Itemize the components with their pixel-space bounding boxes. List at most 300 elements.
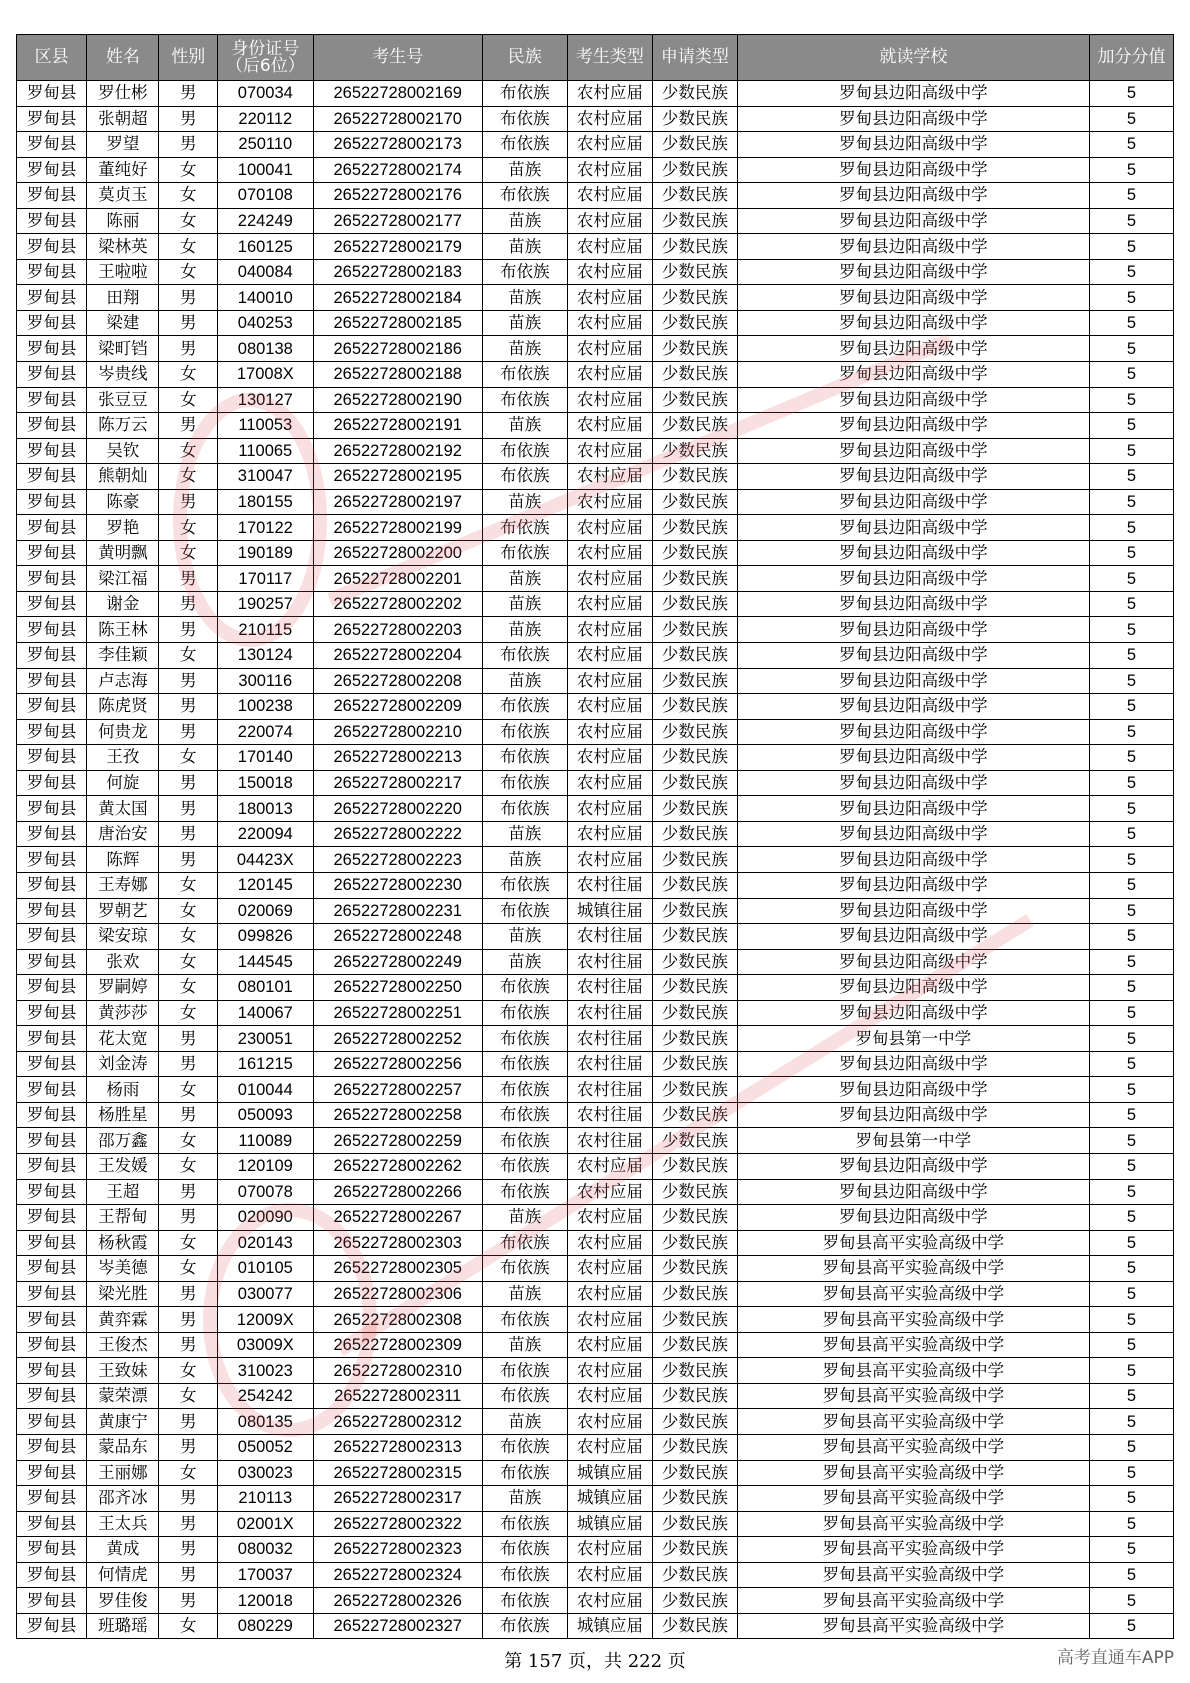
cell-candidate-type: 农村应届 (567, 591, 652, 617)
cell-bonus: 5 (1089, 1307, 1173, 1333)
cell-application-type: 少数民族 (652, 464, 737, 490)
cell-candidate-type: 农村应届 (567, 1409, 652, 1435)
cell-exam-no: 26522728002248 (313, 924, 482, 950)
cell-application-type: 少数民族 (652, 540, 737, 566)
cell-ethnicity: 苗族 (482, 821, 567, 847)
cell-application-type: 少数民族 (652, 1613, 737, 1639)
cell-id-last6: 030077 (217, 1281, 313, 1307)
cell-exam-no: 26522728002203 (313, 617, 482, 643)
cell-application-type: 少数民族 (652, 1358, 737, 1384)
cell-school: 罗甸县高平实验高级中学 (737, 1613, 1089, 1639)
cell-candidate-type: 农村应届 (567, 566, 652, 592)
cell-name: 王丽娜 (87, 1460, 159, 1486)
cell-bonus: 5 (1089, 1051, 1173, 1077)
cell-candidate-type: 农村应届 (567, 1307, 652, 1333)
cell-bonus: 5 (1089, 362, 1173, 388)
cell-id-last6: 020090 (217, 1205, 313, 1231)
cell-application-type: 少数民族 (652, 208, 737, 234)
cell-school: 罗甸县边阳高级中学 (737, 464, 1089, 490)
col-header-exam-no: 考生号 (313, 35, 482, 81)
cell-name: 何旋 (87, 770, 159, 796)
table-row (17, 1077, 1174, 1103)
cell-school: 罗甸县边阳高级中学 (737, 668, 1089, 694)
cell-bonus: 5 (1089, 1179, 1173, 1205)
cell-ethnicity: 布依族 (482, 464, 567, 490)
cell-id-last6: 250110 (217, 132, 313, 158)
cell-id-last6: 02001X (217, 1511, 313, 1537)
cell-county: 罗甸县 (17, 157, 87, 183)
cell-id-last6: 210113 (217, 1486, 313, 1512)
cell-gender: 男 (159, 1332, 217, 1358)
cell-county: 罗甸县 (17, 234, 87, 260)
cell-gender: 男 (159, 1434, 217, 1460)
cell-application-type: 少数民族 (652, 566, 737, 592)
cell-ethnicity: 苗族 (482, 1332, 567, 1358)
cell-school: 罗甸县边阳高级中学 (737, 591, 1089, 617)
cell-id-last6: 040084 (217, 259, 313, 285)
cell-id-last6: 310023 (217, 1358, 313, 1384)
cell-application-type: 少数民族 (652, 745, 737, 771)
cell-id-last6: 224249 (217, 208, 313, 234)
cell-bonus: 5 (1089, 1409, 1173, 1435)
cell-ethnicity: 布依族 (482, 1102, 567, 1128)
cell-exam-no: 26522728002315 (313, 1460, 482, 1486)
cell-name: 陈丽 (87, 208, 159, 234)
cell-bonus: 5 (1089, 208, 1173, 234)
col-header-id-line2: （后6位） (225, 55, 305, 76)
cell-id-last6: 070034 (217, 81, 313, 107)
cell-exam-no: 26522728002185 (313, 310, 482, 336)
cell-county: 罗甸县 (17, 1562, 87, 1588)
cell-application-type: 少数民族 (652, 413, 737, 439)
cell-ethnicity: 布依族 (482, 1307, 567, 1333)
cell-gender: 女 (159, 643, 217, 669)
cell-ethnicity: 苗族 (482, 310, 567, 336)
cell-candidate-type: 农村往届 (567, 1077, 652, 1103)
col-header-name: 姓名 (87, 35, 159, 81)
cell-exam-no: 26522728002309 (313, 1332, 482, 1358)
cell-gender: 男 (159, 1051, 217, 1077)
cell-exam-no: 26522728002213 (313, 745, 482, 771)
cell-application-type: 少数民族 (652, 847, 737, 873)
cell-id-last6: 099826 (217, 924, 313, 950)
cell-ethnicity: 布依族 (482, 515, 567, 541)
cell-county: 罗甸县 (17, 1077, 87, 1103)
cell-gender: 女 (159, 898, 217, 924)
cell-id-last6: 030023 (217, 1460, 313, 1486)
cell-id-last6: 050093 (217, 1102, 313, 1128)
cell-school: 罗甸县边阳高级中学 (737, 719, 1089, 745)
cell-gender: 男 (159, 591, 217, 617)
cell-name: 谢金 (87, 591, 159, 617)
cell-gender: 男 (159, 1281, 217, 1307)
cell-gender: 女 (159, 975, 217, 1001)
cell-name: 王帮甸 (87, 1205, 159, 1231)
cell-school: 罗甸县边阳高级中学 (737, 1153, 1089, 1179)
cell-ethnicity: 苗族 (482, 234, 567, 260)
cell-ethnicity: 苗族 (482, 847, 567, 873)
cell-exam-no: 26522728002176 (313, 183, 482, 209)
cell-county: 罗甸县 (17, 1486, 87, 1512)
cell-county: 罗甸县 (17, 1205, 87, 1231)
cell-candidate-type: 农村应届 (567, 745, 652, 771)
cell-id-last6: 190257 (217, 591, 313, 617)
cell-ethnicity: 布依族 (482, 1537, 567, 1563)
cell-exam-no: 26522728002305 (313, 1256, 482, 1282)
cell-exam-no: 26522728002266 (313, 1179, 482, 1205)
cell-gender: 女 (159, 924, 217, 950)
cell-bonus: 5 (1089, 821, 1173, 847)
cell-application-type: 少数民族 (652, 234, 737, 260)
cell-bonus: 5 (1089, 745, 1173, 771)
cell-id-last6: 100041 (217, 157, 313, 183)
cell-gender: 女 (159, 872, 217, 898)
cell-name: 罗望 (87, 132, 159, 158)
cell-school: 罗甸县高平实验高级中学 (737, 1281, 1089, 1307)
cell-ethnicity: 布依族 (482, 694, 567, 720)
cell-candidate-type: 农村应届 (567, 81, 652, 107)
cell-application-type: 少数民族 (652, 259, 737, 285)
cell-county: 罗甸县 (17, 1026, 87, 1052)
cell-candidate-type: 城镇应届 (567, 1460, 652, 1486)
table-row (17, 1153, 1174, 1179)
cell-candidate-type: 农村往届 (567, 1051, 652, 1077)
cell-gender: 女 (159, 1613, 217, 1639)
cell-application-type: 少数民族 (652, 668, 737, 694)
cell-school: 罗甸县边阳高级中学 (737, 387, 1089, 413)
cell-exam-no: 26522728002257 (313, 1077, 482, 1103)
table-row (17, 1179, 1174, 1205)
cell-id-last6: 080032 (217, 1537, 313, 1563)
cell-bonus: 5 (1089, 1537, 1173, 1563)
cell-gender: 男 (159, 81, 217, 107)
cell-name: 何情虎 (87, 1562, 159, 1588)
cell-bonus: 5 (1089, 106, 1173, 132)
cell-id-last6: 130124 (217, 643, 313, 669)
cell-id-last6: 130127 (217, 387, 313, 413)
cell-ethnicity: 苗族 (482, 1409, 567, 1435)
cell-name: 罗朝艺 (87, 898, 159, 924)
cell-gender: 男 (159, 1588, 217, 1614)
cell-school: 罗甸县第一中学 (737, 1026, 1089, 1052)
cell-candidate-type: 农村应届 (567, 1562, 652, 1588)
cell-county: 罗甸县 (17, 1358, 87, 1384)
cell-candidate-type: 城镇往届 (567, 898, 652, 924)
cell-name: 黄明飘 (87, 540, 159, 566)
cell-application-type: 少数民族 (652, 387, 737, 413)
cell-county: 罗甸县 (17, 591, 87, 617)
cell-school: 罗甸县边阳高级中学 (737, 1000, 1089, 1026)
cell-candidate-type: 农村应届 (567, 719, 652, 745)
cell-school: 罗甸县边阳高级中学 (737, 336, 1089, 362)
cell-gender: 男 (159, 694, 217, 720)
cell-bonus: 5 (1089, 643, 1173, 669)
cell-gender: 男 (159, 1409, 217, 1435)
cell-candidate-type: 农村应届 (567, 362, 652, 388)
cell-candidate-type: 农村应届 (567, 1332, 652, 1358)
cell-bonus: 5 (1089, 924, 1173, 950)
table-row (17, 643, 1174, 669)
cell-county: 罗甸县 (17, 1128, 87, 1154)
cell-candidate-type: 农村应届 (567, 1179, 652, 1205)
cell-candidate-type: 农村应届 (567, 1230, 652, 1256)
cell-name: 黄康宁 (87, 1409, 159, 1435)
cell-gender: 女 (159, 1077, 217, 1103)
table-row (17, 668, 1174, 694)
cell-name: 梁町铛 (87, 336, 159, 362)
cell-gender: 女 (159, 1358, 217, 1384)
table-row (17, 1613, 1174, 1639)
cell-county: 罗甸县 (17, 438, 87, 464)
cell-bonus: 5 (1089, 1486, 1173, 1512)
cell-candidate-type: 农村应届 (567, 1434, 652, 1460)
cell-name: 陈王林 (87, 617, 159, 643)
table-row (17, 1307, 1174, 1333)
cell-bonus: 5 (1089, 464, 1173, 490)
cell-school: 罗甸县边阳高级中学 (737, 924, 1089, 950)
cell-application-type: 少数民族 (652, 81, 737, 107)
cell-application-type: 少数民族 (652, 617, 737, 643)
cell-name: 王寿娜 (87, 872, 159, 898)
col-header-candidate-type: 考生类型 (567, 35, 652, 81)
cell-id-last6: 12009X (217, 1307, 313, 1333)
cell-name: 蒙品东 (87, 1434, 159, 1460)
cell-application-type: 少数民族 (652, 1102, 737, 1128)
cell-candidate-type: 农村应届 (567, 285, 652, 311)
table-row (17, 617, 1174, 643)
cell-candidate-type: 农村应届 (567, 668, 652, 694)
cell-bonus: 5 (1089, 336, 1173, 362)
cell-county: 罗甸县 (17, 898, 87, 924)
cell-gender: 男 (159, 132, 217, 158)
col-header-bonus: 加分分值 (1089, 35, 1173, 81)
cell-school: 罗甸县高平实验高级中学 (737, 1332, 1089, 1358)
cell-county: 罗甸县 (17, 872, 87, 898)
cell-ethnicity: 布依族 (482, 1562, 567, 1588)
cell-ethnicity: 布依族 (482, 106, 567, 132)
cell-exam-no: 26522728002230 (313, 872, 482, 898)
cell-name: 黄弈霖 (87, 1307, 159, 1333)
table-row (17, 1000, 1174, 1026)
cell-bonus: 5 (1089, 719, 1173, 745)
cell-school: 罗甸县边阳高级中学 (737, 1179, 1089, 1205)
cell-bonus: 5 (1089, 668, 1173, 694)
cell-gender: 女 (159, 438, 217, 464)
cell-bonus: 5 (1089, 1230, 1173, 1256)
cell-gender: 女 (159, 234, 217, 260)
cell-school: 罗甸县边阳高级中学 (737, 1205, 1089, 1231)
cell-name: 王发媛 (87, 1153, 159, 1179)
cell-county: 罗甸县 (17, 540, 87, 566)
cell-candidate-type: 农村应届 (567, 847, 652, 873)
cell-exam-no: 26522728002326 (313, 1588, 482, 1614)
cell-application-type: 少数民族 (652, 1588, 737, 1614)
cell-candidate-type: 农村应届 (567, 540, 652, 566)
cell-bonus: 5 (1089, 1613, 1173, 1639)
cell-gender: 男 (159, 566, 217, 592)
cell-school: 罗甸县边阳高级中学 (737, 310, 1089, 336)
cell-ethnicity: 布依族 (482, 362, 567, 388)
cell-name: 罗佳俊 (87, 1588, 159, 1614)
cell-school: 罗甸县高平实验高级中学 (737, 1307, 1089, 1333)
table-row (17, 949, 1174, 975)
cell-candidate-type: 农村应届 (567, 464, 652, 490)
cell-county: 罗甸县 (17, 1179, 87, 1205)
cell-application-type: 少数民族 (652, 1460, 737, 1486)
cell-id-last6: 120109 (217, 1153, 313, 1179)
cell-application-type: 少数民族 (652, 770, 737, 796)
cell-name: 陈豪 (87, 489, 159, 515)
cell-county: 罗甸县 (17, 1051, 87, 1077)
table-row (17, 1026, 1174, 1052)
cell-bonus: 5 (1089, 949, 1173, 975)
cell-application-type: 少数民族 (652, 694, 737, 720)
cell-id-last6: 100238 (217, 694, 313, 720)
table-row (17, 106, 1174, 132)
cell-school: 罗甸县高平实验高级中学 (737, 1562, 1089, 1588)
cell-exam-no: 26522728002259 (313, 1128, 482, 1154)
cell-county: 罗甸县 (17, 132, 87, 158)
cell-school: 罗甸县高平实验高级中学 (737, 1486, 1089, 1512)
table-row (17, 566, 1174, 592)
cell-candidate-type: 农村应届 (567, 132, 652, 158)
cell-county: 罗甸县 (17, 924, 87, 950)
col-header-gender: 性别 (159, 35, 217, 81)
cell-county: 罗甸县 (17, 566, 87, 592)
cell-ethnicity: 苗族 (482, 1486, 567, 1512)
cell-gender: 女 (159, 183, 217, 209)
cell-ethnicity: 苗族 (482, 157, 567, 183)
cell-gender: 男 (159, 668, 217, 694)
cell-county: 罗甸县 (17, 694, 87, 720)
cell-candidate-type: 农村往届 (567, 924, 652, 950)
cell-exam-no: 26522728002251 (313, 1000, 482, 1026)
cell-ethnicity: 苗族 (482, 591, 567, 617)
cell-gender: 女 (159, 515, 217, 541)
cell-school: 罗甸县边阳高级中学 (737, 566, 1089, 592)
cell-candidate-type: 农村应届 (567, 489, 652, 515)
cell-bonus: 5 (1089, 285, 1173, 311)
cell-bonus: 5 (1089, 796, 1173, 822)
cell-gender: 男 (159, 413, 217, 439)
table-row (17, 975, 1174, 1001)
table-row (17, 464, 1174, 490)
col-header-ethnicity: 民族 (482, 35, 567, 81)
cell-school: 罗甸县高平实验高级中学 (737, 1434, 1089, 1460)
cell-bonus: 5 (1089, 540, 1173, 566)
cell-exam-no: 26522728002312 (313, 1409, 482, 1435)
cell-name: 陈万云 (87, 413, 159, 439)
cell-school: 罗甸县边阳高级中学 (737, 362, 1089, 388)
table-row (17, 1256, 1174, 1282)
cell-id-last6: 300116 (217, 668, 313, 694)
table-row (17, 1051, 1174, 1077)
table-row (17, 413, 1174, 439)
table-row (17, 1230, 1174, 1256)
cell-ethnicity: 布依族 (482, 643, 567, 669)
cell-ethnicity: 苗族 (482, 924, 567, 950)
cell-name: 王啦啦 (87, 259, 159, 285)
cell-bonus: 5 (1089, 413, 1173, 439)
cell-application-type: 少数民族 (652, 1230, 737, 1256)
cell-name: 王太兵 (87, 1511, 159, 1537)
cell-bonus: 5 (1089, 234, 1173, 260)
cell-county: 罗甸县 (17, 975, 87, 1001)
cell-county: 罗甸县 (17, 949, 87, 975)
cell-id-last6: 210115 (217, 617, 313, 643)
cell-ethnicity: 苗族 (482, 285, 567, 311)
cell-name: 岑美德 (87, 1256, 159, 1282)
cell-bonus: 5 (1089, 872, 1173, 898)
cell-bonus: 5 (1089, 898, 1173, 924)
cell-application-type: 少数民族 (652, 924, 737, 950)
cell-school: 罗甸县边阳高级中学 (737, 438, 1089, 464)
cell-candidate-type: 城镇应届 (567, 1613, 652, 1639)
cell-county: 罗甸县 (17, 1153, 87, 1179)
cell-id-last6: 04423X (217, 847, 313, 873)
cell-school: 罗甸县高平实验高级中学 (737, 1460, 1089, 1486)
cell-candidate-type: 农村应届 (567, 1537, 652, 1563)
cell-candidate-type: 农村应届 (567, 336, 652, 362)
cell-ethnicity: 布依族 (482, 1460, 567, 1486)
cell-candidate-type: 农村应届 (567, 821, 652, 847)
table-row (17, 1409, 1174, 1435)
cell-county: 罗甸县 (17, 106, 87, 132)
cell-candidate-type: 农村往届 (567, 1000, 652, 1026)
cell-bonus: 5 (1089, 183, 1173, 209)
cell-candidate-type: 农村应届 (567, 770, 652, 796)
cell-id-last6: 110089 (217, 1128, 313, 1154)
cell-name: 陈虎贤 (87, 694, 159, 720)
cell-gender: 女 (159, 1153, 217, 1179)
cell-application-type: 少数民族 (652, 106, 737, 132)
cell-name: 黄成 (87, 1537, 159, 1563)
cell-candidate-type: 农村应届 (567, 1588, 652, 1614)
cell-bonus: 5 (1089, 310, 1173, 336)
cell-bonus: 5 (1089, 1383, 1173, 1409)
table-row (17, 81, 1174, 107)
cell-candidate-type: 农村应届 (567, 310, 652, 336)
cell-ethnicity: 布依族 (482, 387, 567, 413)
cell-application-type: 少数民族 (652, 1000, 737, 1026)
cell-exam-no: 26522728002183 (313, 259, 482, 285)
table-row (17, 540, 1174, 566)
cell-bonus: 5 (1089, 1332, 1173, 1358)
table-row (17, 1562, 1174, 1588)
cell-candidate-type: 农村往届 (567, 1128, 652, 1154)
bonus-points-table (16, 34, 1174, 1639)
cell-id-last6: 110053 (217, 413, 313, 439)
cell-exam-no: 26522728002202 (313, 591, 482, 617)
cell-ethnicity: 苗族 (482, 1281, 567, 1307)
cell-gender: 女 (159, 1128, 217, 1154)
cell-exam-no: 26522728002201 (313, 566, 482, 592)
table-row (17, 1128, 1174, 1154)
cell-exam-no: 26522728002303 (313, 1230, 482, 1256)
cell-name: 黄莎莎 (87, 1000, 159, 1026)
cell-county: 罗甸县 (17, 1332, 87, 1358)
cell-gender: 男 (159, 796, 217, 822)
cell-county: 罗甸县 (17, 183, 87, 209)
cell-ethnicity: 苗族 (482, 1205, 567, 1231)
cell-exam-no: 26522728002199 (313, 515, 482, 541)
cell-ethnicity: 苗族 (482, 566, 567, 592)
cell-id-last6: 080138 (217, 336, 313, 362)
cell-application-type: 少数民族 (652, 1179, 737, 1205)
cell-gender: 女 (159, 949, 217, 975)
cell-application-type: 少数民族 (652, 1281, 737, 1307)
cell-school: 罗甸县边阳高级中学 (737, 1051, 1089, 1077)
